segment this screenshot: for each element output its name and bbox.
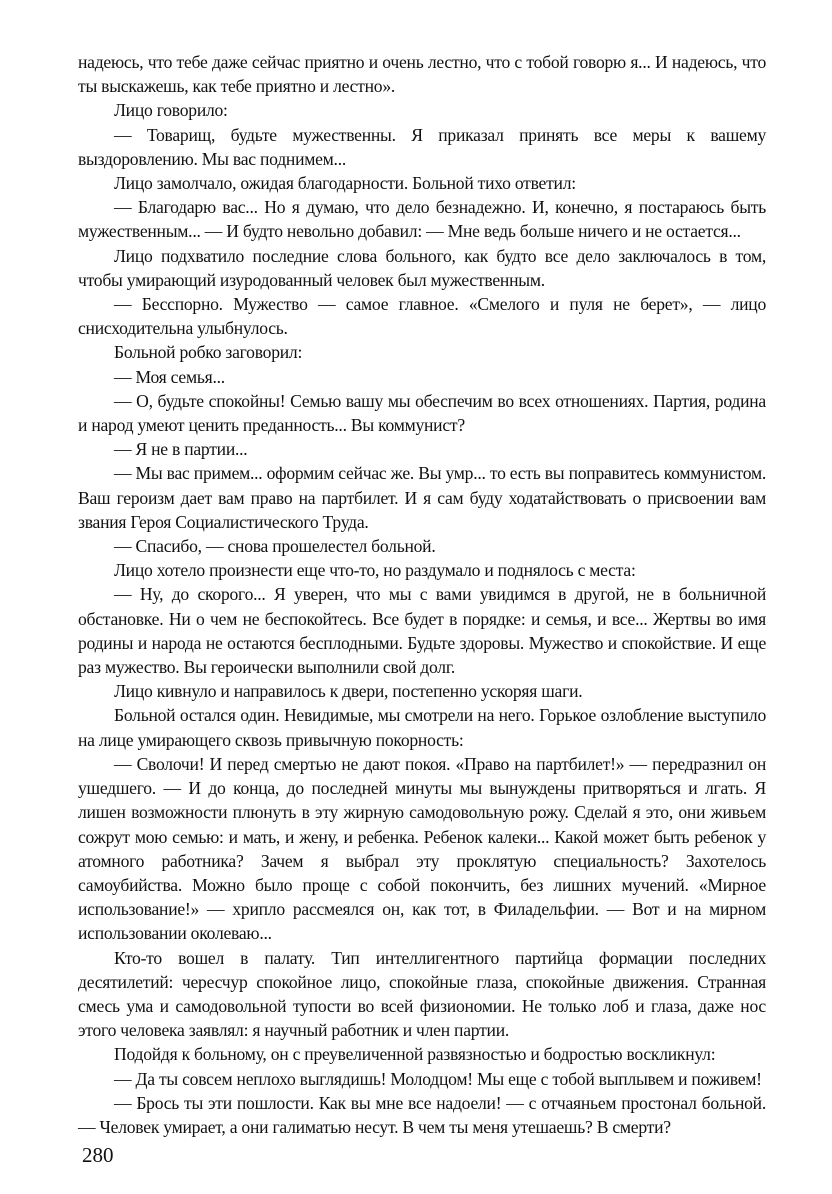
page-body [78,50,766,1139]
paragraph: — Благодарю вас... Но я думаю, что дело безнадежно. И, конечно, я постараюсь быть мужественным... — И будто невольно добавил: — Мне ведь больше ничего и не остается... [78,197,766,242]
paragraph: — Да ты совсем неплохо выглядишь! Молодцом! Мы еще с тобой выплывем и поживем! [114,1068,762,1089]
paragraph: — Брось ты эти пошлости. Как вы мне все надоели! — с отчаяньем простонал больной. — Человек умирает, а они галиматью несут. В чем ты меня утешаешь? В смерти? [78,1092,766,1137]
paragraph: Больной робко заговорил: [114,342,303,363]
paragraph: Лицо хотело произнести еще что-то, но раздумало и поднялось с места: [114,560,636,581]
paragraph: — Ну, до скорого... Я уверен, что мы с вами увидимся в другой, не в больничной обстановке. Ни о чем не беспокойтесь. Все будет в порядке: и семья, и все... Жертвы во имя родины и народа не остаются бесплодными. Будьте здоровы. Мужество и спокойствие. И еще раз мужество. Вы героически выполнили свой долг. [78,584,766,678]
paragraph: Подойдя к больному, он с преувеличенной развязностью и бодростью воскликнул: [114,1044,716,1065]
paragraph: — Мы вас примем... оформим сейчас же. Вы умр... то есть вы поправитесь коммунистом. Ваш героизм дает вам право на партбилет. И я сам буду ходатайствовать о присвоении вам звания Героя Социалистического Труда. [78,463,766,532]
paragraph: надеюсь, что тебе даже сейчас приятно и очень лестно, что с тобой говорю я... И надеюсь, что ты выскажешь, как тебе приятно и лестно». [78,52,766,97]
paragraph: Больной остался один. Невидимые, мы смотрели на него. Горькое озлобление выступило на лице умирающего сквозь привычную покорность: [78,705,766,750]
paragraph: — Спасибо, — снова прошелестел больной. [114,536,436,557]
paragraph: — Сволочи! И перед смертью не дают покоя. «Право на партбилет!» — передразнил он ушедшего. — И до конца, до последней минуты мы вынуждены притворяться и лгать. Я лишен возможности плюнуть в эту жирную самодовольную рожу. Сделай я это, они живьем сожрут мою семью: и мать, и жену, и ребенка. Ребенок калеки... Какой может быть ребенок у атомного работника? Зачем я выбрал эту проклятую специальность? Захотелось самоубийства. Можно было проще с собой покончить, без лишних мучений. «Мирное использование!» — хрипло рассмеялся он, как тот, в Филадельфии. — Вот и на мирном использовании околеваю... [78,753,766,944]
paragraph: — О, будьте спокойны! Семью вашу мы обеспечим во всех отношениях. Партия, родина и народ умеют ценить преданность... Вы коммунист? [78,390,766,436]
paragraph: Лицо кивнуло и направилось к двери, постепенно ускоряя шаги. [114,681,583,702]
paragraph: — Бесспорно. Мужество — самое главное. «Смелого и пуля не берет», — лицо снисходительна улыбнулось. [78,294,766,339]
paragraph: Лицо подхватило последние слова больного, как будто все дело заключалось в том, чтобы умирающий изуродованный человек был мужественным. [78,245,766,290]
paragraph: Лицо говорило: [114,100,228,121]
paragraph: — Товарищ, будьте мужественны. Я приказал принять все меры к вашему выздоровлению. Мы вас поднимем... [78,124,766,169]
paragraph: — Моя семья... [114,366,225,387]
paragraph: Лицо замолчало, ожидая благодарности. Больной тихо ответил: [114,173,576,194]
paragraph: Кто-то вошел в палату. Тип интеллигентного партийца формации последних десятилетий: чересчур спокойное лицо, спокойные глаза, спокойные движения. Странная смесь ума и самодовольной тупости во всей физиономии. Не только лоб и глаза, даже нос этого человека заявлял: я научный работник и член партии. [78,947,766,1041]
paragraph: — Я не в партии... [114,439,248,460]
page-number: 280 [82,1143,114,1167]
